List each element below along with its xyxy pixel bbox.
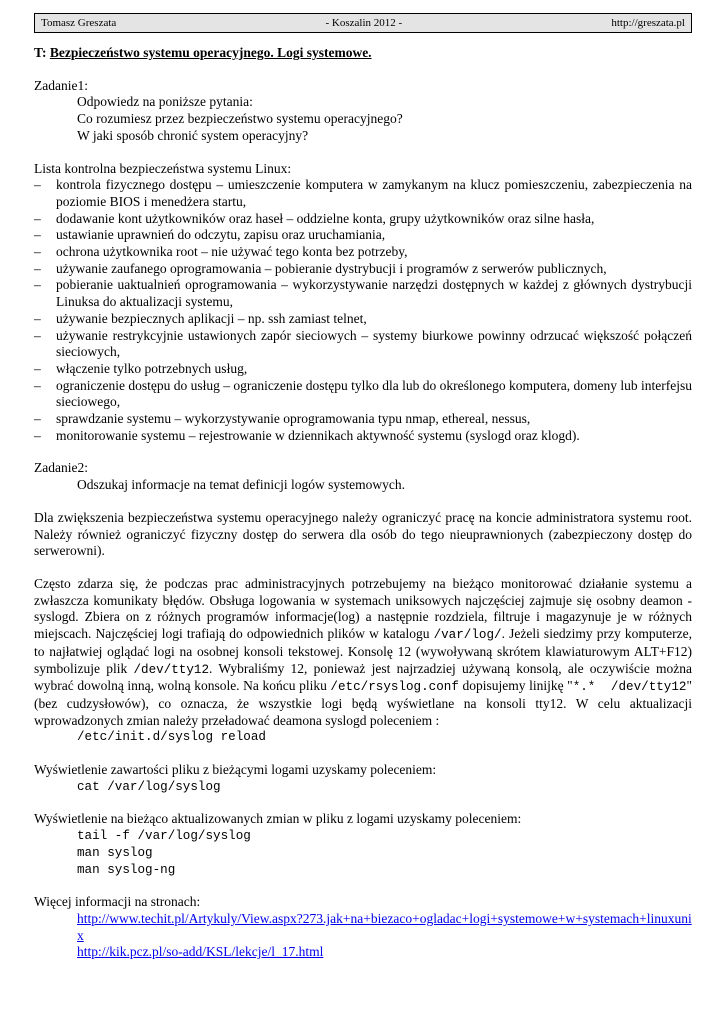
link-kik-pcz[interactable]: http://kik.pcz.pl/so-add/KSL/lekcje/l_17.html [77, 944, 324, 960]
task2 [34, 460, 692, 493]
more-info-section [34, 894, 692, 961]
logs-text [34, 576, 692, 729]
logs-text-3: . Wybraliśmy 12, ponieważ jest najrzadziej używaną konsolą, ale oczywiście można wybrać dowolną inną, wolną konsole. Na końcu pliku [34, 660, 692, 694]
link-kik-wrap [34, 944, 692, 961]
link-techit[interactable]: http://www.techit.pl/Artykuly/View.aspx?273.jak+na+biezaco+ogladac+logi+systemowe+w+systemach+linuxunix [77, 910, 692, 943]
view-file-text: Wyświetlenie zawartości pliku z bieżącymi logami uzyskamy poleceniem: [34, 762, 437, 778]
checklist-heading: Lista kontrolna bezpieczeństwa systemu Linux: [34, 160, 292, 176]
document-title [34, 45, 692, 62]
list-item: – używanie bezpiecznych aplikacji – np. ssh zamiast telnet, [34, 311, 692, 328]
list-item: – monitorowanie systemu – rejestrowanie w dziennikach aktywność systemu (syslogd oraz klogd). [34, 428, 692, 445]
task1-line: Co rozumiesz przez bezpieczeństwo systemu operacyjnego? [77, 111, 403, 127]
task1 [34, 78, 692, 145]
command-cat-syslog: cat /var/log/syslog [77, 779, 221, 794]
task1-line: W jaki sposób chronić system operacyjny? [77, 127, 309, 143]
code-var-log: /var/log/ [433, 628, 502, 643]
header-location-year: - Koszalin 2012 - [325, 16, 403, 29]
title-prefix: T: [34, 45, 50, 60]
list-item: – sprawdzanie systemu – wykorzystywanie oprogramowania typu nmap, ethereal, nessus, [34, 411, 692, 428]
link-techit-wrap [34, 911, 692, 944]
command-syslog-reload: /etc/init.d/syslog reload [77, 730, 266, 745]
list-item: – kontrola fizycznego dostępu – umieszczenie komputera w zamykanym na klucz pomieszczeniu, zabezpieczenia na poziomie BIOS i menedżera startu, [34, 177, 692, 210]
command-man-syslog-ng: man syslog-ng [77, 862, 176, 877]
page-header [34, 13, 692, 33]
logs-text-5: " (bez cudzysłowów), co oznacza, że wszystkie logi będą wyświetlane na konsoli tty12. W celu aktualizacji wprowadzonych zmian należy przeładować deamona syslogd poleceniem : [34, 678, 692, 728]
list-item: – pobieranie uaktualnień oprogramowania – wykorzystywanie narzędzi dostępnych w każdej z głównych dystrybucji Linuksa do aktualizacji systemu, [34, 277, 692, 310]
logs-text-1: Często zdarza się, że podczas prac administracyjnych potrzebujemy na bieżąco monitorować działanie systemu a zwłaszcza komunikaty błędów. Obsługa logowania w systemach uniksowych najczęściej zajmuje się osobny deamon - syslogd. Zbiera on z różnych programów informacje(log) a następnie rozdziela, filtruje i magazynuje je w różnych miejscach. Najczęściej logi trafiają do odpowiednich plików w katalogu [34, 575, 692, 642]
checklist [34, 161, 692, 445]
header-author: Tomasz Greszata [41, 16, 117, 29]
list-item: – włączenie tylko potrzebnych usług, [34, 361, 692, 378]
list-item: – ustawianie uprawnień do odczytu, zapisu oraz uruchamiania, [34, 227, 692, 244]
code-dev-tty12: /dev/tty12 [133, 662, 210, 677]
list-item: – dodawanie kont użytkowników oraz haseł – oddzielne konta, grupy użytkowników oraz silne hasła, [34, 211, 692, 228]
document-page [34, 13, 692, 961]
command-man-syslog: man syslog [77, 845, 153, 860]
command-tail-syslog: tail -f /var/log/syslog [77, 829, 251, 844]
list-item: – używanie zaufanego oprogramowania – pobieranie dystrybucji i programów z serwerów publicznych, [34, 261, 692, 278]
view-file-section [34, 762, 692, 795]
task2-line: Odszukaj informacje na temat definicji logów systemowych. [77, 477, 406, 493]
title-text: Bezpieczeństwo systemu operacyjnego. Logi systemowe. [49, 45, 372, 60]
list-item: – ograniczenie dostępu do usług – ograniczenie dostępu tylko dla lub do określonego komputera, domeny lub interfejsu sieciowego, [34, 378, 692, 411]
task1-line: Odpowiedz na poniższe pytania: [77, 94, 253, 110]
view-live-text: Wyświetlenie na bieżąco aktualizowanych zmian w pliku z logami uzyskamy poleceniem: [34, 811, 522, 827]
checklist-items [34, 177, 692, 444]
header-site: http://greszata.pl [611, 16, 685, 29]
logs-text-2: . Jeżeli siedzimy przy komputerze, to najłatwiej oglądać logi na osobnej konsoli tekstowej. Konsolę 12 (wywoływaną skrótem klawiaturowym ALT+F12) symbolizuje plik [34, 626, 692, 676]
list-item: – używanie restrykcyjnie ustawionych zapór sieciowych – systemy biurkowe powinny odrzucać większość połączeń sieciowych, [34, 328, 692, 361]
code-rsyslog-conf: /etc/rsyslog.conf [330, 680, 459, 695]
task2-heading: Zadanie2: [34, 460, 88, 476]
list-item: – ochrona użytkownika root – nie używać tego konta bez potrzeby, [34, 244, 692, 261]
logs-text-4: dopisujemy linijkę " [458, 678, 573, 694]
paragraph-root-account: Dla zwiększenia bezpieczeństwa systemu operacyjnego należy ograniczyć pracę na koncie administratora systemu root. Należy również ograniczyć fizyczny dostęp do serwera dla osób do tego nieuprawnionych (zabezpieczony dostęp do serwerowni). [34, 509, 692, 559]
code-rule-line: *.* /dev/tty12 [572, 680, 687, 695]
paragraph-logs [34, 576, 692, 746]
task1-heading: Zadanie1: [34, 77, 88, 93]
view-live-section [34, 811, 692, 878]
more-info-text: Więcej informacji na stronach: [34, 894, 201, 910]
